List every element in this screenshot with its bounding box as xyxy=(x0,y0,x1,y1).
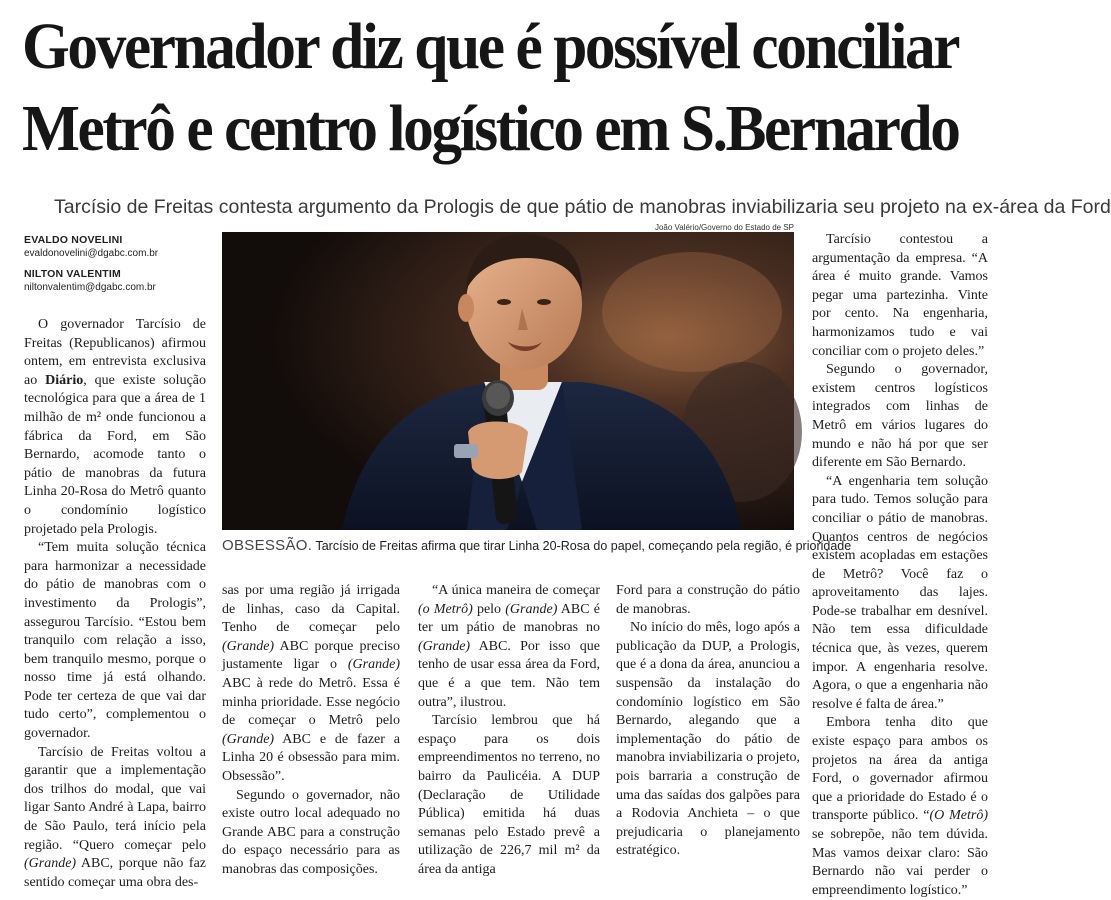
text-run-italic: (Grande) xyxy=(222,638,275,654)
text-run: O governador Tarcísio de Freitas (Republicanos) afirmou ontem, em entrevista exclusiva ao xyxy=(24,317,206,388)
article-column-3 xyxy=(418,582,600,880)
article-photo xyxy=(222,232,794,530)
paragraph xyxy=(24,316,206,539)
byline-author-1: EVALDO NOVELINI xyxy=(24,234,123,246)
photo-credit: João Valério/Governo do Estado de SP xyxy=(654,223,794,232)
paragraph: Ford para a construção do pátio de manobras. xyxy=(616,583,800,617)
article-column-1 xyxy=(24,316,206,892)
text-run-italic: (Grande) xyxy=(347,657,400,673)
paragraph: No início do mês, logo após a publicação da DUP, a Prologis, que é a dona da área, anunciou a suspensão da instalação do condomínio logístico em São Bernardo, alegando que a implementação do pátio de manobra inviabilizaria o projeto, pois barraria a construção de uma das saídas dos galpões para a Rodovia Anchieta – o que prejudicaria o planejamento estratégico. xyxy=(616,620,800,859)
text-run: se sobrepõe, não tem dúvida. Mas vamos deixar claro: São Bernardo não vai perder o empreendimento logístico.” xyxy=(812,827,988,898)
newspaper-name: Diário xyxy=(45,372,84,388)
text-run: ABC e de fazer a Linha 20 é obsessão para mim. Obsessão”. xyxy=(222,731,400,784)
text-run-italic: (Grande) xyxy=(24,856,77,872)
text-run: ABC, porque não faz sentido começar uma obra des- xyxy=(24,856,206,890)
subheadline: Tarcísio de Freitas contesta argumento da Prologis de que pátio de manobras inviabilizaria seu projeto na ex-área da Ford xyxy=(54,196,1111,218)
article-column-2 xyxy=(222,582,400,880)
headline-line-1: Governador diz que é possível conciliar xyxy=(22,10,959,83)
article-column-5 xyxy=(812,231,988,900)
paragraph: “Tem muita solução técnica para harmonizar a necessidade do pátio de manobras com o investimento da Prologis”, assegurou Tarcísio. “Estou bem tranquilo com relação a isso, bem tranquilo mesmo, porque o nosso time já está olhando. Pode ter certeza de que vai dar tudo certo”, complementou o governador. xyxy=(24,540,206,742)
headline xyxy=(22,6,959,170)
text-run-italic: (O Metrô) xyxy=(929,808,989,824)
byline-email-2[interactable]: niltonvalentim@dgabc.com.br xyxy=(24,282,156,293)
byline-author-2: NILTON VALENTIM xyxy=(24,268,121,280)
paragraph: Segundo o governador, não existe outro local adequado no Grande ABC para a construção do espaço necessário para as manobras das composições. xyxy=(222,787,400,877)
paragraph: Segundo o governador, existem centros logísticos integrados com linhas de Metrô em vários lugares do mundo e não há por que ser diferente em São Bernardo. xyxy=(812,362,988,471)
text-run: Embora tenha dito que existe espaço para ambos os projetos na área da antiga Ford, o governador afirmou que a prioridade do Estado é o transporte público. “ xyxy=(812,715,988,824)
paragraph xyxy=(812,714,988,900)
paragraph xyxy=(24,744,206,893)
text-run: pelo xyxy=(472,601,506,617)
text-run-italic: (Grande) xyxy=(418,638,471,654)
paragraph xyxy=(418,582,600,712)
text-run: Tarcísio de Freitas voltou a garantir que a implementação dos trilhos do modal, que vai ligar Santo André à Lapa, bairro de São Paulo, terá início pela região. “Quero começar pelo xyxy=(24,744,206,853)
photo-caption xyxy=(222,537,852,555)
text-run: “A única maneira de começar xyxy=(432,583,600,598)
bylines xyxy=(24,233,214,301)
paragraph: “A engenharia tem solução para tudo. Temos solução para conciliar o pátio de manobras. Quantos centros de negócios existem acopladas em estações de Metrô? Você faz o aproveitamento das lajes. Pode-se trabalhar em desnível. Não tem essa dificuldade técnica que, às vezes, querem impor. A engenharia resolve. Agora, o que a engenharia não resolve é falta de área.” xyxy=(812,473,988,712)
text-run: sas por uma região já irrigada de linhas, caso da Capital. Tenho de começar pelo xyxy=(222,583,400,636)
text-run-italic: (Grande) xyxy=(222,731,275,747)
caption-label: OBSESSÃO. xyxy=(222,537,313,554)
article-column-4 xyxy=(616,582,800,861)
text-run: ABC. Por isso que tenho de usar essa área da Ford, que é a que tem. Não tem outra”, ilustrou. xyxy=(418,638,600,710)
paragraph: Tarcísio lembrou que há espaço para os dois empreendimentos no terreno, no bairro da Paulicéia. A DUP (Declaração de Utilidade Pública) emitida há duas semanas pelo Estado prevê a utilização de 226,7 mil m² da área da antiga xyxy=(418,713,600,877)
text-run: ABC é ter um pátio de manobras no xyxy=(418,601,601,636)
caption-text: Tarcísio de Freitas afirma que tirar Linha 20-Rosa do papel, começando pela região, é prioridade xyxy=(312,539,852,553)
headline-line-2: Metrô e centro logístico em S.Bernardo xyxy=(22,92,959,165)
photo-illustration xyxy=(222,232,794,530)
text-run: , que existe solução tecnológica para que a área de 1 milhão de m² onde funcionou a fábrica da Ford, em São Bernardo, acomode tanto o pátio de manobras da futura Linha 20-Rosa do Metrô quanto o condomínio logístico projetado pela Prologis. xyxy=(24,372,207,537)
text-run: ABC à rede do Metrô. Essa é minha prioridade. Esse negócio de começar o Metrô pelo xyxy=(222,675,400,729)
text-run-italic: (o Metrô) xyxy=(418,601,473,617)
byline-email-1[interactable]: evaldonovelini@dgabc.com.br xyxy=(24,248,159,259)
paragraph xyxy=(222,582,400,787)
text-run-italic: (Grande) xyxy=(505,601,558,617)
paragraph: Tarcísio contestou a argumentação da empresa. “A área é muito grande. Vamos pegar uma partezinha. Vinte por cento. Na engenharia, harmonizamos tudo e vai conciliar com o projeto deles.” xyxy=(812,232,988,359)
text-run: ABC porque preciso justamente ligar o xyxy=(222,638,400,673)
